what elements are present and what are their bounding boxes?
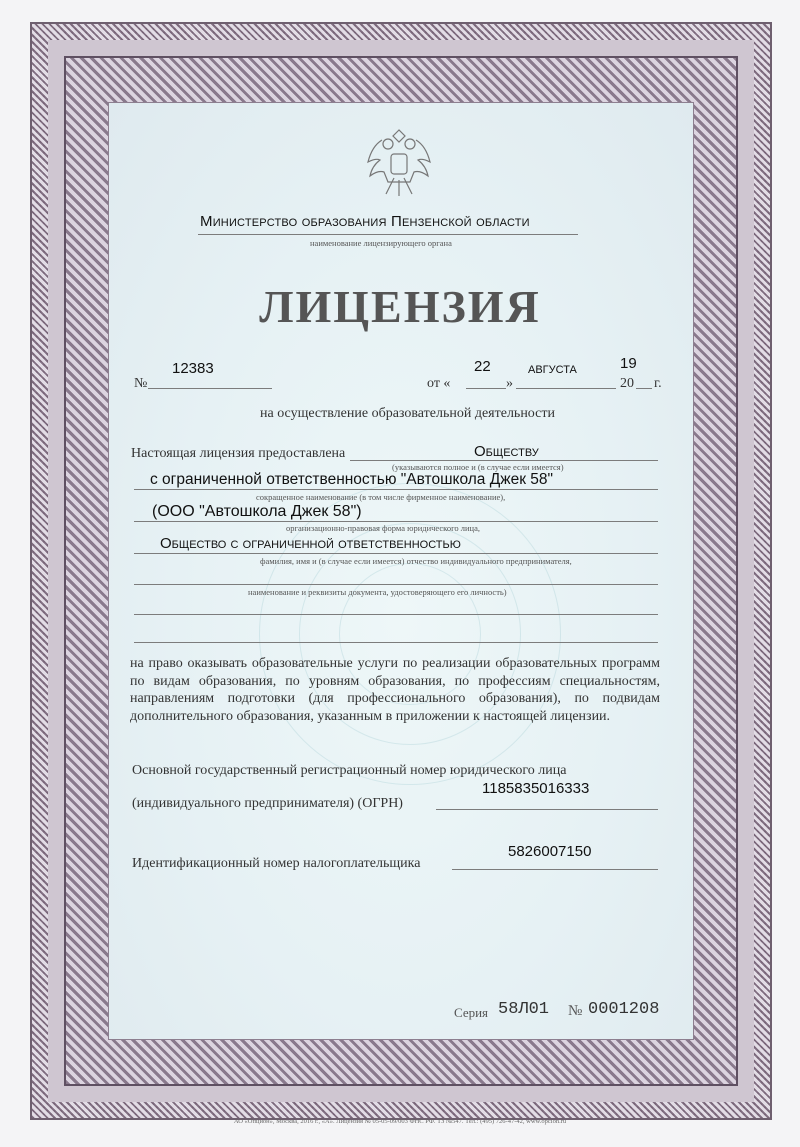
inn-value: 5826007150 [508,843,592,860]
org-name-line1: Обществу [474,443,539,460]
serial-number-label: № [568,1003,583,1019]
org-caption-1: (указываются полное и (в случае если имеется) [392,462,564,472]
ogrn-value: 1185835016333 [482,780,590,797]
number-underline [148,388,272,389]
license-number: 12383 [172,360,214,377]
ogrn-underline [436,809,658,810]
inn-underline [452,869,658,870]
granted-label: Настоящая лицензия предоставлена [131,446,346,461]
org-underline-4 [134,553,658,554]
ogrn-label-2: (индивидуального предпринимателя) (ОГРН) [132,796,403,811]
year-prefix: 20 [620,376,634,391]
document-title: ЛИЦЕНЗИЯ [259,281,541,332]
org-underline-3 [134,521,658,522]
org-caption-4: фамилия, имя и (в случае если имеется) отчество индивидуального предпринимателя, [260,556,572,566]
org-name-line2: с ограниченной ответственностью "Автошкола Джек 58" [150,471,554,488]
series-label: Серия [454,1005,489,1020]
org-underline-7 [134,642,658,643]
org-underline-1 [350,460,658,461]
date-mid: » [506,376,513,391]
purpose-text: на осуществление образовательной деятельности [260,406,555,421]
rights-paragraph: на право оказывать образовательные услуги по реализации образовательных программ по видам образования, по уровням образования, по профессиям специальностям, направлениям подготовки (для профессионального образования), по подвидам дополнительного образования, указанным в приложении к настоящей лицензии. [130,656,660,724]
org-underline-2 [134,489,658,490]
number-prefix: № [134,376,148,391]
date-day: 22 [474,358,491,375]
org-caption-3: организационно-правовая форма юридического лица, [286,523,480,533]
ogrn-label-1: Основной государственный регистрационный номер юридического лица [132,763,567,778]
org-underline-5 [134,584,658,585]
org-legal-form: Общество с ограниченной ответственностью [160,535,461,552]
org-underline-6 [134,614,658,615]
ministry-underline [198,234,578,235]
year-end: г. [654,376,662,391]
year-underline [636,388,652,389]
org-caption-2: сокращенное наименование (в том числе фирменное наименование), [256,492,506,502]
coat-of-arms-emblem-icon [358,120,440,204]
month-underline [516,388,616,389]
day-underline [466,388,506,389]
date-year: 19 [620,355,637,372]
org-short-name: (ООО "Автошкола Джек 58") [152,503,362,520]
date-prefix: от « [427,376,451,391]
serial-number-value: 0001208 [588,1000,660,1019]
series-value: 58Л01 [498,1000,550,1019]
org-caption-5: наименование и реквизиты документа, удостоверяющего его личность) [248,587,507,597]
printer-footer: АО «Опцион», Москва, 2016 г., «А». Лицензия № 05-05-09/003 ФНС РФ. ТЗ №547. Тел.: (495) 726-47-42, www.opcion.ru [233,1118,567,1125]
date-month: августа [528,360,577,377]
ministry-caption: наименование лицензирующего органа [310,238,452,248]
ministry-name: Министерство образования Пензенской области [200,213,530,230]
inn-label: Идентификационный номер налогоплательщика [132,856,421,871]
